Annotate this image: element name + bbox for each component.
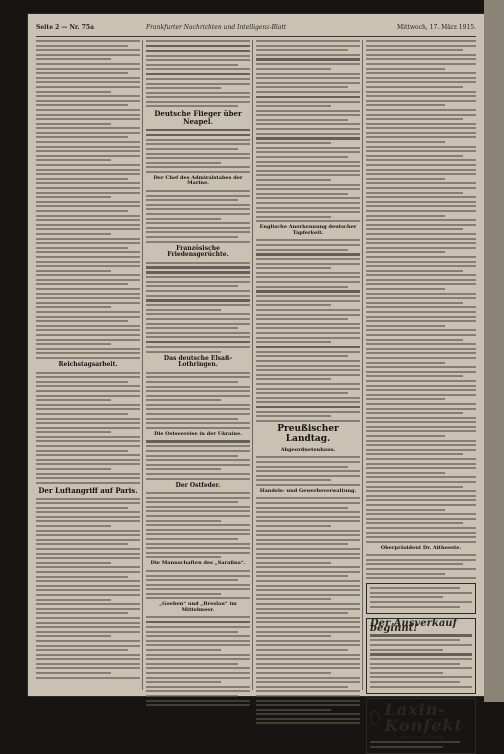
page-number: Seite 2 — Nr. 75a (36, 24, 94, 31)
article-text-block (146, 262, 250, 353)
advertisement-ausverkauf (366, 618, 476, 694)
article-text-block (146, 372, 250, 429)
headline-reichstag: Reichstagsarbeit. (58, 360, 118, 368)
column-3 (256, 40, 360, 690)
headline-luftangriff: Der Luftangriff auf Paris. (38, 485, 138, 495)
article-text-block (146, 616, 250, 706)
article-text-block (146, 40, 250, 107)
column-2 (146, 40, 250, 690)
column-rule (142, 40, 143, 690)
subhead-abgeordnetenhaus: Abgeordnetenhaus. (280, 446, 336, 453)
column-4 (366, 40, 476, 740)
headline-goeben-breslau: „Goeben“ und „Breslau“ im Mittelmeer. (159, 601, 237, 613)
headline-elsass-lothringen: Das deutsche Elsaß-Lothringen. (163, 354, 233, 369)
article-text-block (256, 497, 360, 724)
subhead-handels-gewerbeverwaltung: Handels- und Gewerbeverwaltung. (259, 487, 357, 494)
headline-friedensgeruechte: Französische Friedensgerüchte. (167, 244, 229, 259)
article-text-block (36, 498, 140, 679)
newspaper-title: Frankfurter Nachrichten und Intelligenz-Blatt (146, 24, 287, 31)
article-text-block (256, 40, 360, 222)
column-rule (362, 40, 363, 690)
ad-emblem-icon (370, 711, 380, 725)
newspaper-page (28, 14, 484, 740)
article-text-block (366, 554, 476, 579)
article-text-block (256, 456, 360, 486)
article-text-block (146, 190, 250, 243)
headline-ostfeder: Der Ostfeder. (175, 481, 221, 489)
article-text-block (36, 372, 140, 484)
article-text-block (146, 440, 250, 479)
ad-laxin-tagline: regelt den Stuhlgang (399, 734, 443, 740)
ad-ausverkauf-title: Der Ausverkauf beginnt! (370, 618, 457, 634)
headline-flieger-neapel: Deutsche Flieger über Neapel. (154, 109, 242, 127)
column-rule (252, 40, 253, 690)
ad-ausverkauf-text (370, 634, 472, 687)
notice-box (366, 583, 476, 614)
headline-ostseereise: Die Ostseereise in der Ukraine. (154, 430, 242, 437)
subhead-admiralstab: Der Chef des Admiralstabes der Marine. (153, 174, 243, 187)
scan-edge (484, 0, 504, 702)
article-text-block (366, 40, 476, 543)
article-text-block (36, 40, 140, 359)
article-text-block (146, 492, 250, 558)
headline-mannschaften: Die Mannschaften des „Sarafina“. (150, 560, 246, 567)
issue-date: Mittwoch, 17. März 1915. (397, 24, 476, 31)
headline-preussischer-landtag: Preußischer Landtag. (277, 424, 339, 444)
subhead-englische-anerkennung: Englische Anerkennung deutscher Tapferkeit. (259, 224, 357, 236)
page-header (36, 22, 476, 37)
ad-laxin-fineprint (370, 741, 472, 748)
ad-laxin-logo: Laxin-Konfekt (384, 700, 463, 736)
article-text-block (146, 570, 250, 600)
article-text-block (256, 239, 360, 422)
notice-text (370, 587, 472, 607)
column-1 (36, 40, 140, 690)
subhead-oberpraesident: Oberpräsident Dr. Althoeste. (380, 544, 462, 551)
article-text-block (146, 129, 250, 173)
advertisement-laxin (366, 698, 476, 754)
